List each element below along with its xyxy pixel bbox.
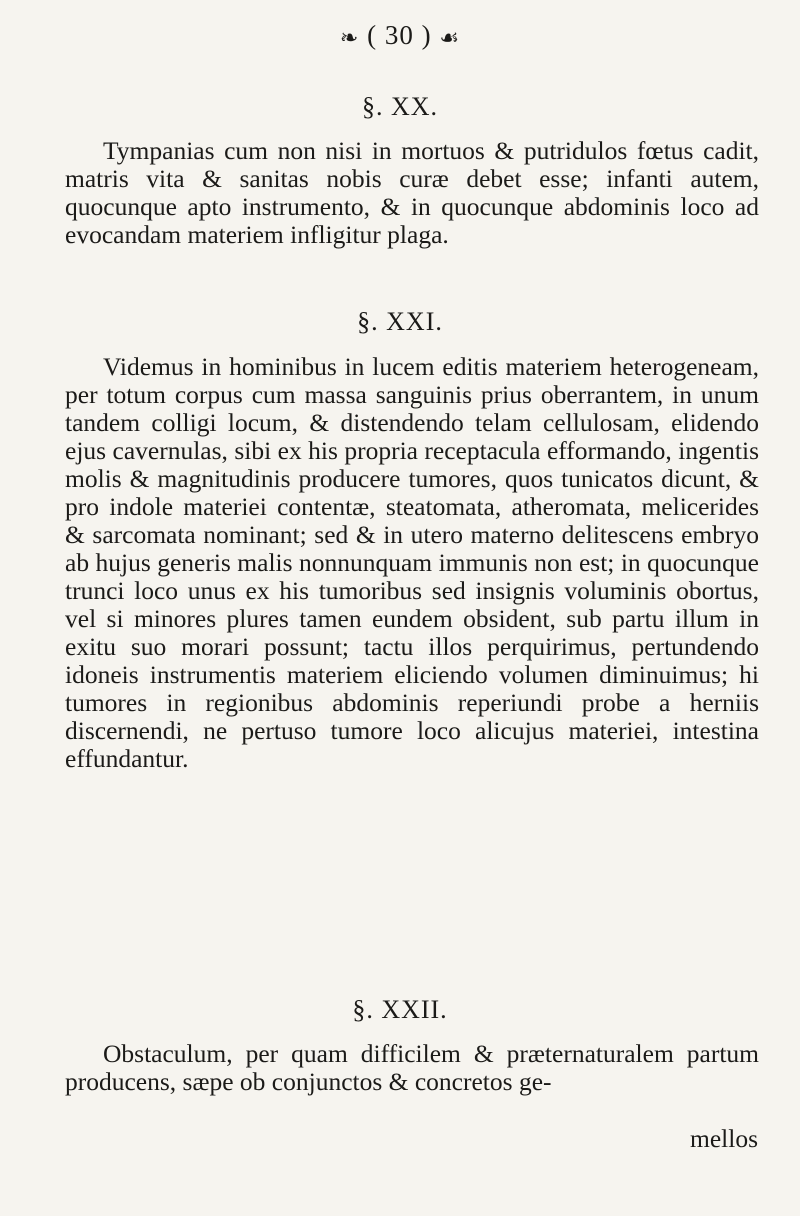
section-heading-xxi: §. XXI. bbox=[357, 307, 443, 336]
section-text-xxii: Obstaculum, per quam difficilem & præternaturalem partum producens, sæpe ob conjunctos & concretos ge- bbox=[65, 1039, 759, 1096]
section-text-xx: Tympanias cum non nisi in mortuos & putridulos fœtus cadit, matris vita & sanitas nobis curæ debet esse; infanti autem, quocunque apto instrumento, & in quocunque abdominis loco ad evocandam materiem infligitur plaga. bbox=[65, 136, 759, 249]
section-heading-xxii: §. XXII. bbox=[352, 995, 448, 1024]
running-head bbox=[0, 20, 800, 51]
page-number: ( 30 ) bbox=[367, 20, 432, 50]
right-ornament-icon: ☙ bbox=[439, 24, 461, 50]
catchword: mellos bbox=[690, 1124, 758, 1153]
section-heading-xx: §. XX. bbox=[361, 92, 439, 121]
left-ornament-icon: ❧ bbox=[339, 24, 360, 50]
section-text-xxi: Videmus in hominibus in lucem editis materiem heterogeneam, per totum corpus cum massa sanguinis prius oberrantem, in unum tandem colligi locum, & distendendo telam cellulosam, elidendo ejus cavernulas, sibi ex his propria receptacula efformando, ingentis molis & magnitudinis producere tumores, quos tunicatos dicunt, & pro indole materiei contentæ, steatomata, atheromata, melicerides & sarcomata nominant; sed & in utero materno delitescens embryo ab hujus generis malis nonnunquam immunis non est; in quocunque trunci loco unus ex his tumoribus sed insignis voluminis obortus, vel si minores plures tamen eundem obsident, sub partu illum in exitu suo morari possunt; tactu illos perquirimus, pertundendo idoneis instrumentis materiem eliciendo volumen diminuimus; hi tumores in regionibus abdominis reperiundi probe a herniis discernendi, ne pertuso tumore loco alicujus materiei, intestina effundantur. bbox=[65, 352, 759, 773]
